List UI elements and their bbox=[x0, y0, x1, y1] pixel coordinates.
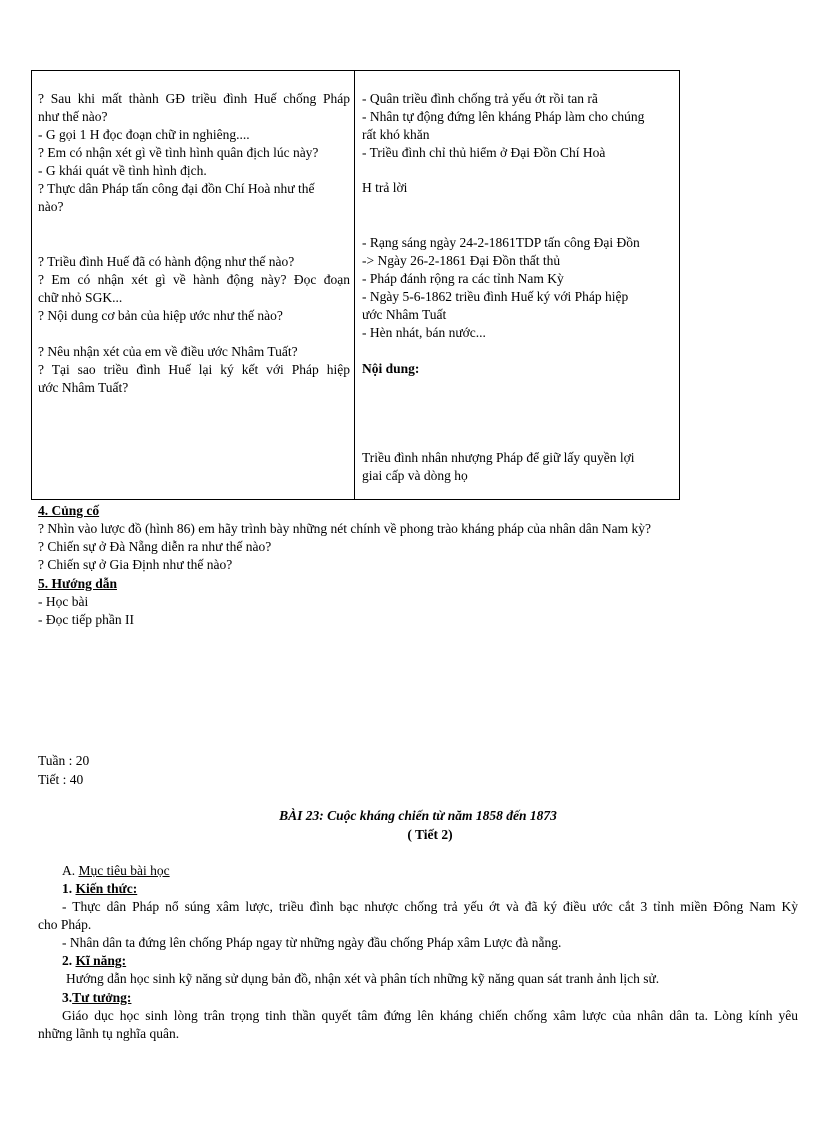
knowledge-text: - Thực dân Pháp nổ súng xâm lược, triều đình bạc nhược chống trả yếu ớt và đã ký điều ước cắt 3 tỉnh miền Đông Nam Kỳ bbox=[62, 899, 798, 914]
table-right-line: - Pháp đánh rộng ra các tỉnh Nam Kỳ bbox=[362, 271, 564, 286]
table-left-line: ? Nội dung cơ bản của hiệp ước như thế nào? bbox=[38, 308, 283, 323]
table-left-line: nào? bbox=[38, 199, 64, 214]
skill-prefix: 2. bbox=[62, 953, 76, 968]
table-left-line: - G gọi 1 H đọc đoạn chữ in nghiêng.... bbox=[38, 127, 250, 142]
thought-heading bbox=[62, 989, 131, 1007]
table-column-divider bbox=[354, 71, 355, 499]
section-a-prefix: A. bbox=[62, 863, 79, 878]
table-right-line: giai cấp và dòng họ bbox=[362, 468, 468, 483]
knowledge-text: - Nhân dân ta đứng lên chống Pháp ngay từ những ngày đầu chống Pháp xâm Lược đà nẵng. bbox=[62, 935, 562, 950]
table-right-line: - Quân triều đình chống trả yếu ớt rồi tan rã bbox=[362, 91, 598, 106]
cung-co-question: ? Chiến sự ở Đà Nẵng diễn ra như thế nào? bbox=[38, 539, 272, 554]
cung-co-heading: 4. Củng cố bbox=[38, 503, 100, 518]
table-right-line: H trả lời bbox=[362, 180, 408, 195]
table-left-line: như thế nào? bbox=[38, 109, 108, 124]
table-right-line: Triều đình nhân nhượng Pháp để giữ lấy quyền lợi bbox=[362, 450, 635, 465]
knowledge-text: cho Pháp. bbox=[38, 917, 92, 932]
huong-dan-item: - Học bài bbox=[38, 594, 89, 609]
table-left-line: chữ nhỏ SGK... bbox=[38, 290, 123, 305]
table-left-line: ? Sau khi mất thành GĐ triều đình Huế chống Pháp bbox=[38, 91, 350, 106]
thought-title: Tư tưởng: bbox=[72, 990, 132, 1005]
table-left-line: ? Triều đình Huế đã có hành động như thế nào? bbox=[38, 254, 295, 269]
period-label: Tiết : 40 bbox=[38, 772, 84, 787]
table-left-line: - G khái quát về tình hình địch. bbox=[38, 163, 207, 178]
skill-text: Hướng dẫn học sinh kỹ năng sử dụng bản đồ, nhận xét và phân tích những kỹ năng quan sát tranh ảnh lịch sử. bbox=[66, 971, 660, 986]
table-right-line: - Hèn nhát, bán nước... bbox=[362, 325, 486, 340]
huong-dan-heading: 5. Hướng dẫn bbox=[38, 576, 117, 591]
table-right-line: - Ngày 5-6-1862 triều đình Huế ký với Pháp hiệp bbox=[362, 289, 629, 304]
knowledge-title: Kiến thức: bbox=[75, 881, 138, 896]
table-right-line: - Triều đình chỉ thủ hiểm ở Đại Đồn Chí Hoà bbox=[362, 145, 606, 160]
lesson-activity-table bbox=[31, 70, 680, 500]
table-left-line: ? Thực dân Pháp tấn công đại đồn Chí Hoà như thế bbox=[38, 181, 315, 196]
table-left-line: ? Tại sao triều đình Huế lại ký kết với Pháp hiệp bbox=[38, 362, 350, 377]
table-left-line: ? Nêu nhận xét của em về điều ước Nhâm Tuất? bbox=[38, 344, 298, 359]
huong-dan-item: - Đọc tiếp phần II bbox=[38, 612, 134, 627]
table-left-line: ước Nhâm Tuất? bbox=[38, 380, 129, 395]
thought-text: những lãnh tụ nghĩa quân. bbox=[38, 1026, 180, 1041]
week-label: Tuần : 20 bbox=[38, 753, 90, 768]
section-a-title: Mục tiêu bài học bbox=[78, 863, 170, 878]
thought-prefix: 3. bbox=[62, 990, 73, 1005]
table-right-heading: Nội dung: bbox=[362, 361, 420, 376]
skill-title: Kĩ năng: bbox=[75, 953, 127, 968]
cung-co-question: ? Nhìn vào lược đồ (hình 86) em hãy trình bày những nét chính về phong trào kháng pháp của nhân dân Nam kỳ? bbox=[38, 521, 651, 536]
table-right-line: - Nhân tự động đứng lên kháng Pháp làm cho chúng bbox=[362, 109, 645, 124]
table-right-line: - Rạng sáng ngày 24-2-1861TDP tấn công Đại Đồn bbox=[362, 235, 640, 250]
knowledge-heading bbox=[62, 880, 137, 898]
table-right-line: rất khó khăn bbox=[362, 127, 430, 142]
table-left-line: ? Em có nhận xét gì về tình hình quân địch lúc này? bbox=[38, 145, 319, 160]
table-right-line: ước Nhâm Tuất bbox=[362, 307, 447, 322]
knowledge-prefix: 1. bbox=[62, 881, 76, 896]
skill-heading bbox=[62, 952, 126, 970]
table-right-line: -> Ngày 26-2-1861 Đại Đồn thất thủ bbox=[362, 253, 561, 268]
table-left-line: ? Em có nhận xét gì về hành động này? Đọc đoạn bbox=[38, 272, 350, 287]
section-a-heading bbox=[62, 862, 170, 880]
cung-co-question: ? Chiến sự ở Gia Định như thế nào? bbox=[38, 557, 233, 572]
lesson-subtitle: ( Tiết 2) bbox=[407, 827, 453, 842]
thought-text: Giáo dục học sinh lòng trân trọng tinh thần quyết tâm đứng lên kháng chiến chống xâm lược của nhân dân ta. Lòng kính yêu bbox=[62, 1008, 798, 1023]
lesson-title: BÀI 23: Cuộc kháng chiến từ năm 1858 đến 1873 bbox=[279, 808, 557, 823]
